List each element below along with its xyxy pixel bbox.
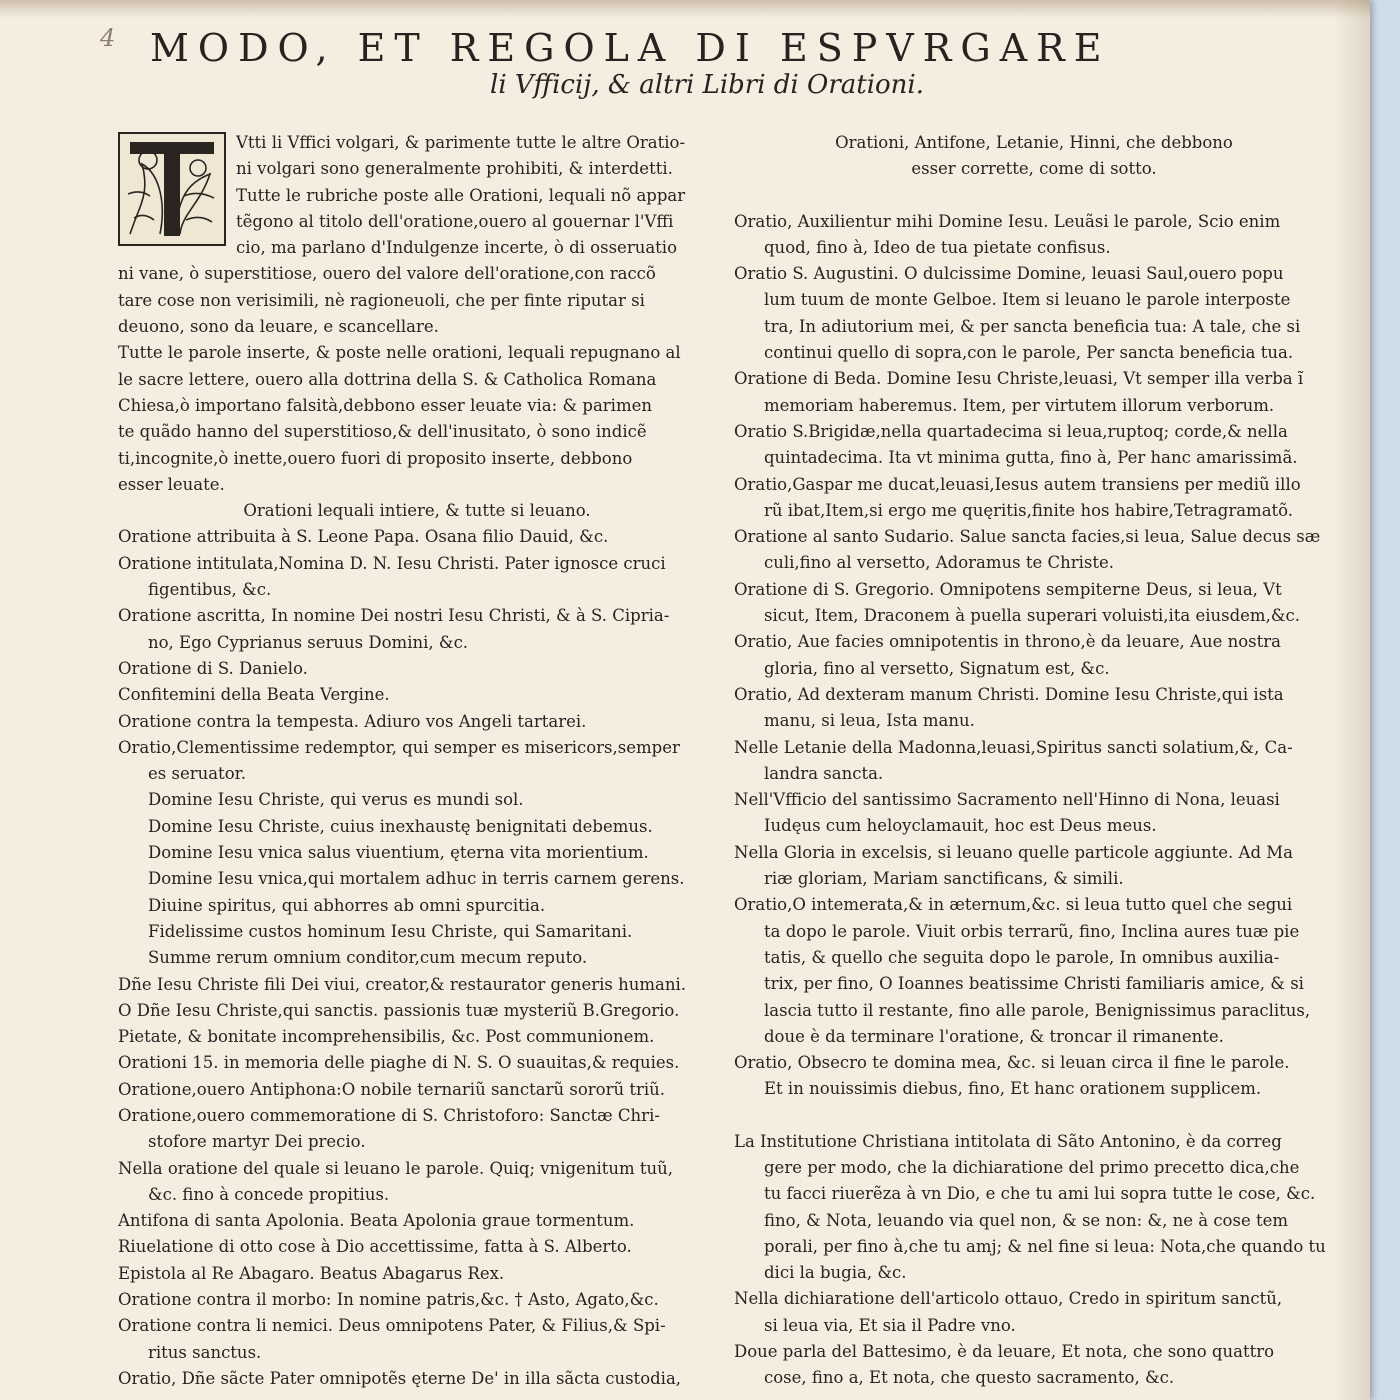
text-line: stofore martyr Dei precio. (148, 1132, 366, 1152)
text-line: Oratione contra il morbo: In nomine patris,&c. † Asto, Agato,&c. (118, 1290, 659, 1310)
text-line: Nell'Vfficio del santissimo Sacramento nell'Hinno di Nona, leuasi (734, 790, 1280, 810)
text-line: fino, & Nota, leuando via quel non, & se non: &, ne à cose tem (764, 1210, 1289, 1230)
text-line: Et in nouissimis diebus, fino, Et hanc orationem supplicem. (764, 1079, 1262, 1099)
text-line: landra sancta. (764, 763, 884, 783)
text-line: tatis, & quello che seguita dopo le parole, In omnibus auxilia- (764, 947, 1280, 967)
text-line: trix, per fino, O Ioannes beatissime Christi familiaris amice, & si (764, 974, 1304, 994)
text-line: Oratione contra li nemici. Deus omnipotens Pater, & Filius,& Spi- (118, 1316, 666, 1336)
text-line: Fidelissime custos hominum Iesu Christe, qui Samaritani. (148, 921, 633, 941)
section-heading: Orationi, Antifone, Letanie, Hinni, che debbono (835, 133, 1233, 152)
text-line: Nella Gloria in excelsis, si leuano quelle particole aggiunte. Ad Ma (734, 842, 1293, 862)
text-line: Oratione al santo Sudario. Salue sancta facies,si leua, Salue decus sæ (734, 527, 1321, 547)
text-line: es seruator. (148, 764, 246, 784)
text-line: quintadecima. Ita vt minima gutta, fino à, Per hanc amarissimã. (764, 448, 1298, 468)
text-line: ni vane, ò superstitiose, ouero del valore dell'oratione,con raccõ (118, 264, 656, 284)
text-line: continui quello di sopra,con le parole, Per sancta beneficia tua. (764, 343, 1294, 363)
floral-ornament-icon (120, 134, 224, 244)
text-line: cio, ma parlano d'Indulgenze incerte, ò di osseruatio (236, 238, 678, 258)
text-line: Oratio, Auxilientur mihi Domine Iesu. Leuãsi le parole, Scio enim (734, 211, 1281, 231)
text-line: Chiesa,ò importano falsità,debbono esser leuate via: & parimen (118, 395, 652, 415)
page-title: MODO, ET REGOLA DI ESPVRGARE (150, 26, 1111, 70)
text-line: Summe rerum omnium conditor,cum mecum reputo. (148, 948, 588, 968)
text-line: Oratio,O intemerata,& in æternum,&c. si leua tutto quel che segui (734, 895, 1293, 915)
text-line: gloria, fino al versetto, Signatum est, &c. (764, 658, 1110, 678)
text-line: Domine Iesu vnica,qui mortalem adhuc in terris carnem gerens. (148, 869, 685, 889)
text-line: lascia tutto il restante, fino alle parole, Benignissimus paraclitus, (764, 1000, 1311, 1020)
decorated-initial (118, 132, 226, 246)
text-line: Confitemini della Beata Vergine. (118, 685, 390, 705)
text-line: tu facci riuerẽza à vn Dio, e che tu ami lui sopra tutte le cose, &c. (764, 1184, 1316, 1204)
text-line: quod, fino à, Ideo de tua pietate confisus. (764, 237, 1111, 257)
text-line: Oratio, Aue facies omnipotentis in throno,è da leuare, Aue nostra (734, 632, 1281, 652)
section-heading: Orationi lequali intiere, & tutte si leuano. (243, 501, 591, 521)
text-line: La Institutione Christiana intitolata di Sãto Antonino, è da correg (734, 1131, 1282, 1151)
text-line: Domine Iesu Christe, qui verus es mundi sol. (148, 790, 524, 810)
text-line: lum tuum de monte Gelboe. Item si leuano le parole interposte (764, 290, 1291, 310)
text-line: Oratione,ouero commemoratione di S. Christoforo: Sanctæ Chri- (118, 1105, 660, 1125)
text-line: Oratione,ouero Antiphona:O nobile ternariũ sanctarũ sororũ triũ. (118, 1079, 666, 1099)
text-line: &c. fino à concede propitius. (148, 1184, 390, 1204)
text-line: ta dopo le parole. Viuit orbis terrarũ, fino, Inclina aures tuæ pie (764, 921, 1300, 941)
text-line: Nella dichiaratione dell'articolo ottauo, Credo in spiritum sanctũ, (734, 1289, 1283, 1309)
section-heading: esser corrette, come di sotto. (911, 159, 1157, 179)
text-line: te quãdo hanno del superstitioso,& dell'inusitato, ò sono indicẽ (118, 422, 647, 442)
text-line: Tutte le rubriche poste alle Orationi, lequali nõ appar (236, 185, 686, 205)
text-line: figentibus, &c. (148, 580, 272, 600)
text-line: memoriam haberemus. Item, per virtutem illorum verborum. (764, 395, 1275, 415)
text-line: rũ ibat,Item,si ergo me quęritis,finite hos habire,Tetragramatõ. (764, 500, 1294, 520)
page-top-shadow (0, 0, 1370, 18)
text-line: Domine Iesu vnica salus viuentium, ęterna vita morientium. (148, 843, 649, 863)
text-line: cose, fino a, Et nota, che questo sacramento, &c. (764, 1368, 1175, 1388)
text-line: esser leuate. (118, 474, 225, 494)
text-line: Iudęus cum heloyclamauit, hoc est Deus meus. (764, 816, 1157, 836)
text-line: Pietate, & bonitate incomprehensibilis, &c. Post communionem. (118, 1027, 655, 1047)
text-line: Epistola al Re Abagaro. Beatus Abagarus Rex. (118, 1263, 505, 1283)
text-line: ti,incognite,ò inette,ouero fuori di proposito inserte, debbono (118, 448, 633, 468)
text-line: doue è da terminare l'oratione, & troncar il rimanente. (764, 1026, 1224, 1046)
text-line: Orationi 15. in memoria delle piaghe di N. S. O suauitas,& requies. (118, 1053, 680, 1073)
spacer (734, 183, 1334, 209)
text-line: culi,fino al versetto, Adoramus te Christe. (764, 553, 1115, 573)
text-line: Domine Iesu Christe, cuius inexhaustę benignitati debemus. (148, 816, 653, 836)
text-line: Oratio S. Augustini. O dulcissime Domine, leuasi Saul,ouero popu (734, 264, 1284, 284)
text-line: riæ gloriam, Mariam sanctificans, & simili. (764, 869, 1124, 889)
text-line: Oratio, Dñe sãcte Pater omnipotẽs ęterne De' in illa sãcta custodia, (118, 1368, 682, 1388)
text-line: ni volgari sono generalmente prohibiti, & interdetti. (236, 159, 673, 179)
text-line: manu, si leua, Ista manu. (764, 711, 975, 731)
text-line: si leua via, Et sia il Padre vno. (764, 1315, 1016, 1335)
left-column (118, 130, 716, 1392)
text-line: Oratio, Obsecro te domina mea, &c. si leuan circa il fine le parole. (734, 1053, 1290, 1073)
text-line: Oratione di S. Danielo. (118, 658, 308, 678)
spacer (734, 1103, 1334, 1129)
text-line: Tutte le parole inserte, & poste nelle orationi, lequali repugnano al (118, 343, 681, 363)
text-line: no, Ego Cyprianus seruus Domini, &c. (148, 632, 469, 652)
text-line: O Dñe Iesu Christe,qui sanctis. passionis tuæ mysteriũ B.Gregorio. (118, 1000, 680, 1020)
right-column (734, 130, 1334, 1392)
text-line: Dñe Iesu Christe fili Dei viui, creator,& restaurator generis humani. (118, 974, 686, 994)
text-line: Riuelatione di otto cose à Dio accettissime, fatta à S. Alberto. (118, 1237, 632, 1257)
text-line: Nella oratione del quale si leuano le parole. Quiq; vnigenitum tuũ, (118, 1158, 674, 1178)
text-line: le sacre lettere, ouero alla dottrina della S. & Catholica Romana (118, 369, 657, 389)
text-line: Vtti li Vffici volgari, & parimente tutte le altre Oratio- (236, 133, 686, 152)
text-line: deuono, sono da leuare, e scancellare. (118, 317, 439, 337)
text-line: Diuine spiritus, qui abhorres ab omni spurcitia. (148, 895, 546, 915)
text-line: sicut, Item, Draconem à puella superari voluisti,ita eiusdem,&c. (764, 606, 1300, 626)
text-line: Oratione contra la tempesta. Adiuro vos Angeli tartarei. (118, 711, 587, 731)
text-line: Oratio,Clementissime redemptor, qui semper es misericors,semper (118, 737, 680, 757)
text-line: tare cose non verisimili, nè ragioneuoli, che per finte riputar si (118, 290, 645, 310)
text-line: Nelle Letanie della Madonna,leuasi,Spiritus sancti solatium,&, Ca- (734, 737, 1293, 757)
text-line: Oratione intitulata,Nomina D. N. Iesu Christi. Pater ignosce cruci (118, 553, 666, 573)
text-line: tẽgono al titolo dell'oratione,ouero al gouernar l'Vffi (236, 211, 674, 231)
text-line: Oratio S.Brigidæ,nella quartadecima si leua,ruptoq; corde,& nella (734, 421, 1288, 441)
text-line: ritus sanctus. (148, 1342, 262, 1362)
text-line: tra, In adiutorium mei, & per sancta beneficia tua: A tale, che si (764, 316, 1301, 336)
text-line: Oratione ascritta, In nomine Dei nostri Iesu Christi, & à S. Cipria- (118, 606, 670, 626)
text-line: Oratione di S. Gregorio. Omnipotens sempiterne Deus, si leua, Vt (734, 579, 1282, 599)
text-line: porali, per fino à,che tu amj; & nel fine si leua: Nota,che quando tu (764, 1236, 1326, 1256)
text-line: Doue parla del Battesimo, è da leuare, Et nota, che sono quattro (734, 1342, 1275, 1362)
text-line: Oratio,Gaspar me ducat,leuasi,Iesus autem transiens per mediũ illo (734, 474, 1301, 494)
page-edge-shadow (1334, 0, 1370, 1400)
text-line: Oratio, Ad dexteram manum Christi. Domine Iesu Christe,qui ista (734, 684, 1284, 704)
text-line: Oratione attribuita à S. Leone Papa. Osana filio Dauid, &c. (118, 527, 609, 547)
folio-number: 4 (100, 24, 116, 52)
text-line: gere per modo, che la dichiaratione del primo precetto dica,che (764, 1157, 1300, 1177)
page-subtitle: li Vfficij, & altri Libri di Orationi. (490, 70, 925, 100)
text-line: Antifona di santa Apolonia. Beata Apolonia graue tormentum. (118, 1211, 635, 1231)
text-line: Oratione di Beda. Domine Iesu Christe,leuasi, Vt semper illa verba ĩ (734, 369, 1304, 389)
text-line: dici la bugia, &c. (764, 1263, 907, 1283)
